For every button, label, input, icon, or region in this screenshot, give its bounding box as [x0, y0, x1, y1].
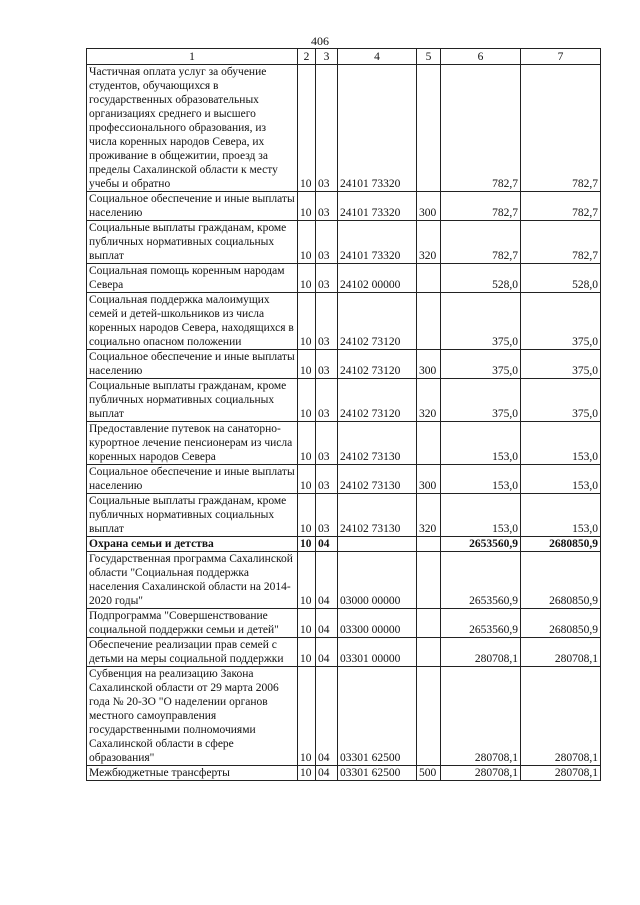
amount-col7: 375,0 — [521, 379, 601, 422]
table-row — [87, 65, 601, 192]
row-name: Субвенция на реализацию Закона Сахалинской области от 29 марта 2006 года № 20-ЗО "О наделении органов местного самоуправления государственными полномочиями Сахалинской области в сфере образования" — [87, 667, 298, 766]
table-row — [87, 609, 601, 638]
amount-col7: 375,0 — [521, 293, 601, 350]
table-body — [87, 65, 601, 781]
amount-col7: 153,0 — [521, 494, 601, 537]
amount-col6: 153,0 — [441, 494, 521, 537]
subsection-code: 03 — [316, 422, 338, 465]
expense-type-code: 320 — [417, 379, 441, 422]
expense-type-code — [417, 422, 441, 465]
section-code: 10 — [298, 221, 316, 264]
subsection-code: 04 — [316, 667, 338, 766]
table-row — [87, 552, 601, 609]
table-row — [87, 537, 601, 552]
target-article-code — [338, 537, 417, 552]
subsection-code: 04 — [316, 537, 338, 552]
subsection-code: 03 — [316, 379, 338, 422]
subsection-code: 03 — [316, 65, 338, 192]
subsection-code: 03 — [316, 350, 338, 379]
table-row — [87, 192, 601, 221]
page-number: 406 — [311, 34, 329, 48]
row-name: Межбюджетные трансферты — [87, 766, 298, 781]
amount-col6: 528,0 — [441, 264, 521, 293]
column-header: 6 — [441, 49, 521, 65]
section-code: 10 — [298, 65, 316, 192]
section-code: 10 — [298, 667, 316, 766]
section-code: 10 — [298, 379, 316, 422]
expense-type-code — [417, 264, 441, 293]
column-header: 4 — [338, 49, 417, 65]
target-article-code: 24101 73320 — [338, 65, 417, 192]
subsection-code: 03 — [316, 494, 338, 537]
table-row — [87, 264, 601, 293]
target-article-code: 03300 00000 — [338, 609, 417, 638]
expense-type-code — [417, 537, 441, 552]
subsection-code: 03 — [316, 192, 338, 221]
column-header: 7 — [521, 49, 601, 65]
amount-col7: 280708,1 — [521, 638, 601, 667]
budget-table — [86, 48, 601, 781]
column-header: 5 — [417, 49, 441, 65]
amount-col7: 782,7 — [521, 221, 601, 264]
target-article-code: 24102 73130 — [338, 465, 417, 494]
row-name: Социальная поддержка малоимущих семей и детей-школьников из числа коренных народов Севера, находящихся в социально опасном положении — [87, 293, 298, 350]
amount-col7: 280708,1 — [521, 667, 601, 766]
column-header: 1 — [87, 49, 298, 65]
row-name: Социальное обеспечение и иные выплаты населению — [87, 465, 298, 494]
target-article-code: 24102 73120 — [338, 293, 417, 350]
amount-col6: 153,0 — [441, 465, 521, 494]
amount-col6: 280708,1 — [441, 766, 521, 781]
row-name: Социальная помощь коренным народам Севера — [87, 264, 298, 293]
expense-type-code — [417, 65, 441, 192]
amount-col6: 2653560,9 — [441, 537, 521, 552]
amount-col6: 280708,1 — [441, 667, 521, 766]
amount-col6: 2653560,9 — [441, 609, 521, 638]
target-article-code: 03301 62500 — [338, 766, 417, 781]
section-code: 10 — [298, 537, 316, 552]
target-article-code: 24102 73130 — [338, 422, 417, 465]
table-row — [87, 667, 601, 766]
section-code: 10 — [298, 350, 316, 379]
subsection-code: 04 — [316, 766, 338, 781]
row-name: Подпрограмма "Совершенствование социальной поддержки семьи и детей" — [87, 609, 298, 638]
amount-col7: 2680850,9 — [521, 609, 601, 638]
row-name: Предоставление путевок на санаторно-курортное лечение пенсионерам из числа коренных народов Севера — [87, 422, 298, 465]
row-name: Социальные выплаты гражданам, кроме публичных нормативных социальных выплат — [87, 221, 298, 264]
table-row — [87, 422, 601, 465]
target-article-code: 24102 00000 — [338, 264, 417, 293]
amount-col7: 375,0 — [521, 350, 601, 379]
target-article-code: 24101 73320 — [338, 192, 417, 221]
amount-col6: 2653560,9 — [441, 552, 521, 609]
table-row — [87, 221, 601, 264]
table-row — [87, 379, 601, 422]
subsection-code: 03 — [316, 293, 338, 350]
section-code: 10 — [298, 293, 316, 350]
expense-type-code: 300 — [417, 465, 441, 494]
table-row — [87, 350, 601, 379]
target-article-code: 24102 73130 — [338, 494, 417, 537]
amount-col6: 375,0 — [441, 379, 521, 422]
expense-type-code — [417, 552, 441, 609]
amount-col7: 153,0 — [521, 422, 601, 465]
section-code: 10 — [298, 609, 316, 638]
header-row — [87, 49, 601, 65]
row-name: Государственная программа Сахалинской области "Социальная поддержка населения Сахалинской области на 2014-2020 годы" — [87, 552, 298, 609]
expense-type-code: 500 — [417, 766, 441, 781]
section-code: 10 — [298, 422, 316, 465]
subsection-code: 04 — [316, 638, 338, 667]
section-code: 10 — [298, 465, 316, 494]
table-row — [87, 465, 601, 494]
amount-col7: 528,0 — [521, 264, 601, 293]
table-row — [87, 494, 601, 537]
amount-col7: 782,7 — [521, 65, 601, 192]
subsection-code: 03 — [316, 264, 338, 293]
amount-col7: 2680850,9 — [521, 552, 601, 609]
row-name: Обеспечение реализации прав семей с детьми на меры социальной поддержки — [87, 638, 298, 667]
target-article-code: 24101 73320 — [338, 221, 417, 264]
amount-col6: 280708,1 — [441, 638, 521, 667]
table-row — [87, 766, 601, 781]
expense-type-code: 320 — [417, 494, 441, 537]
amount-col7: 2680850,9 — [521, 537, 601, 552]
target-article-code: 03301 62500 — [338, 667, 417, 766]
row-name: Социальные выплаты гражданам, кроме публичных нормативных социальных выплат — [87, 379, 298, 422]
section-code: 10 — [298, 638, 316, 667]
target-article-code: 03000 00000 — [338, 552, 417, 609]
target-article-code: 24102 73120 — [338, 379, 417, 422]
amount-col7: 153,0 — [521, 465, 601, 494]
target-article-code: 24102 73120 — [338, 350, 417, 379]
row-name: Социальное обеспечение и иные выплаты населению — [87, 192, 298, 221]
amount-col6: 153,0 — [441, 422, 521, 465]
section-code: 10 — [298, 552, 316, 609]
row-name: Социальные выплаты гражданам, кроме публичных нормативных социальных выплат — [87, 494, 298, 537]
table-row — [87, 293, 601, 350]
expense-type-code — [417, 638, 441, 667]
expense-type-code: 300 — [417, 192, 441, 221]
table-row — [87, 638, 601, 667]
row-name: Частичная оплата услуг за обучение студентов, обучающихся в государственных образовательных организациях среднего и высшего профессионального образования, из числа коренных народов Севера, их проживание в общежитии, проезд за пределы Сахалинской области к месту учебы и обратно — [87, 65, 298, 192]
section-code: 10 — [298, 264, 316, 293]
amount-col6: 782,7 — [441, 65, 521, 192]
amount-col7: 782,7 — [521, 192, 601, 221]
subsection-code: 04 — [316, 552, 338, 609]
column-header: 2 — [298, 49, 316, 65]
amount-col6: 375,0 — [441, 293, 521, 350]
section-code: 10 — [298, 766, 316, 781]
amount-col6: 782,7 — [441, 221, 521, 264]
expense-type-code — [417, 293, 441, 350]
expense-type-code: 320 — [417, 221, 441, 264]
amount-col6: 782,7 — [441, 192, 521, 221]
subsection-code: 04 — [316, 609, 338, 638]
expense-type-code — [417, 609, 441, 638]
expense-type-code — [417, 667, 441, 766]
expense-type-code: 300 — [417, 350, 441, 379]
section-code: 10 — [298, 192, 316, 221]
column-header: 3 — [316, 49, 338, 65]
target-article-code: 03301 00000 — [338, 638, 417, 667]
row-name: Охрана семьи и детства — [87, 537, 298, 552]
subsection-code: 03 — [316, 221, 338, 264]
subsection-code: 03 — [316, 465, 338, 494]
amount-col7: 280708,1 — [521, 766, 601, 781]
section-code: 10 — [298, 494, 316, 537]
row-name: Социальное обеспечение и иные выплаты населению — [87, 350, 298, 379]
amount-col6: 375,0 — [441, 350, 521, 379]
